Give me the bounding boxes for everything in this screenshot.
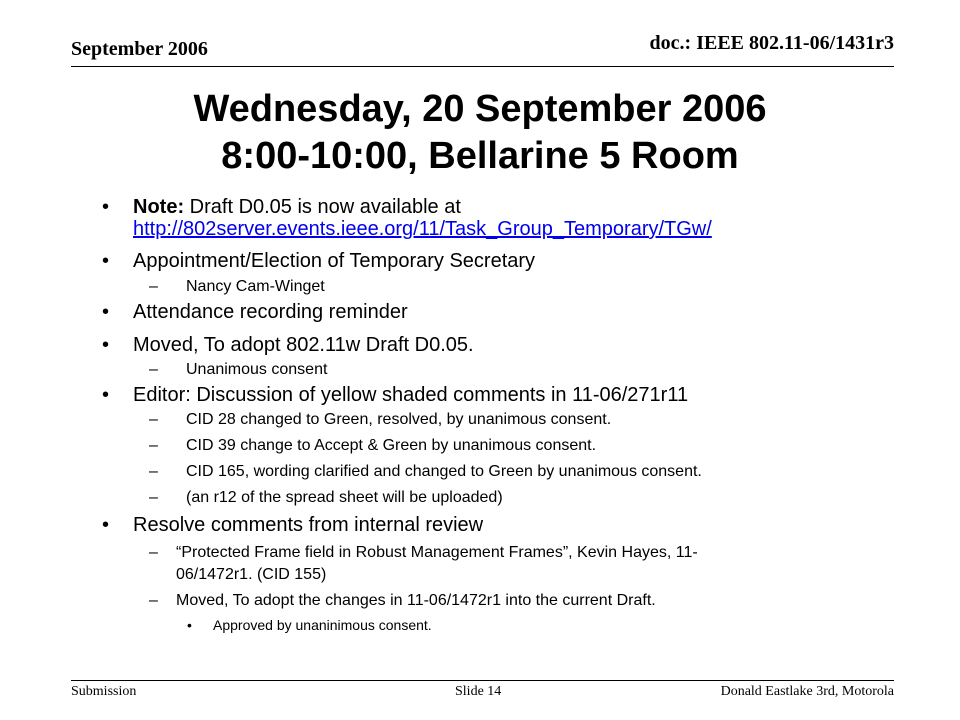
subitem-moved-adopt: Moved, To adopt the changes in 11-06/1472r1 into the current Draft. xyxy=(176,592,656,609)
draft-link[interactable]: http://802server.events.ieee.org/11/Task_Group_Temporary/TGw/ xyxy=(133,218,712,240)
note-item xyxy=(133,196,461,219)
dash-marker: – xyxy=(149,592,158,609)
bullet-marker: • xyxy=(102,384,110,406)
subitem-cid165: CID 165, wording clarified and changed to Green by unanimous consent. xyxy=(186,463,702,480)
bullet-marker: • xyxy=(102,301,110,323)
bullet-marker: • xyxy=(102,514,110,536)
bullet-marker: • xyxy=(102,250,110,272)
dash-marker: – xyxy=(149,463,158,480)
note-text: Draft D0.05 is now available at xyxy=(184,196,461,218)
dash-marker: – xyxy=(149,411,158,428)
dash-marker: – xyxy=(149,437,158,454)
bullet-marker: • xyxy=(102,196,110,218)
dash-marker: – xyxy=(149,361,158,378)
subitem-secretary-name: Nancy Cam-Winget xyxy=(186,278,325,295)
bullet-marker: • xyxy=(187,617,192,633)
header-doc-id: doc.: IEEE 802.11-06/1431r3 xyxy=(649,32,894,54)
header-divider xyxy=(71,66,894,67)
header-date: September 2006 xyxy=(71,38,208,60)
note-label: Note: xyxy=(133,196,185,218)
dash-marker: – xyxy=(149,278,158,295)
subitem-protected-frame-line2: 06/1472r1. (CID 155) xyxy=(176,566,327,583)
subsubitem-approved: Approved by unaninimous consent. xyxy=(213,617,432,633)
subitem-protected-frame-line1: “Protected Frame field in Robust Management Frames”, Kevin Hayes, 11- xyxy=(176,544,698,561)
subitem-r12: (an r12 of the spread sheet will be uploaded) xyxy=(186,489,503,506)
item-moved-draft: Moved, To adopt 802.11w Draft D0.05. xyxy=(133,334,474,356)
item-editor: Editor: Discussion of yellow shaded comments in 11-06/271r11 xyxy=(133,384,689,406)
subitem-unanimous: Unanimous consent xyxy=(186,361,328,378)
bullet-marker: • xyxy=(102,334,110,356)
footer-slide-number: Slide 14 xyxy=(455,684,502,699)
title-line-1: Wednesday, 20 September 2006 xyxy=(193,88,767,130)
footer-submission: Submission xyxy=(71,684,137,699)
slide-title xyxy=(60,86,900,180)
dash-marker: – xyxy=(149,544,158,561)
footer-divider xyxy=(71,680,894,681)
subitem-cid28: CID 28 changed to Green, resolved, by unanimous consent. xyxy=(186,411,612,428)
footer-author: Donald Eastlake 3rd, Motorola xyxy=(720,684,894,699)
subitem-cid39: CID 39 change to Accept & Green by unanimous consent. xyxy=(186,437,597,454)
item-secretary: Appointment/Election of Temporary Secretary xyxy=(133,250,536,272)
dash-marker: – xyxy=(149,489,158,506)
title-line-2: 8:00-10:00, Bellarine 5 Room xyxy=(221,135,739,177)
item-resolve: Resolve comments from internal review xyxy=(133,514,484,536)
item-attendance: Attendance recording reminder xyxy=(133,301,408,323)
